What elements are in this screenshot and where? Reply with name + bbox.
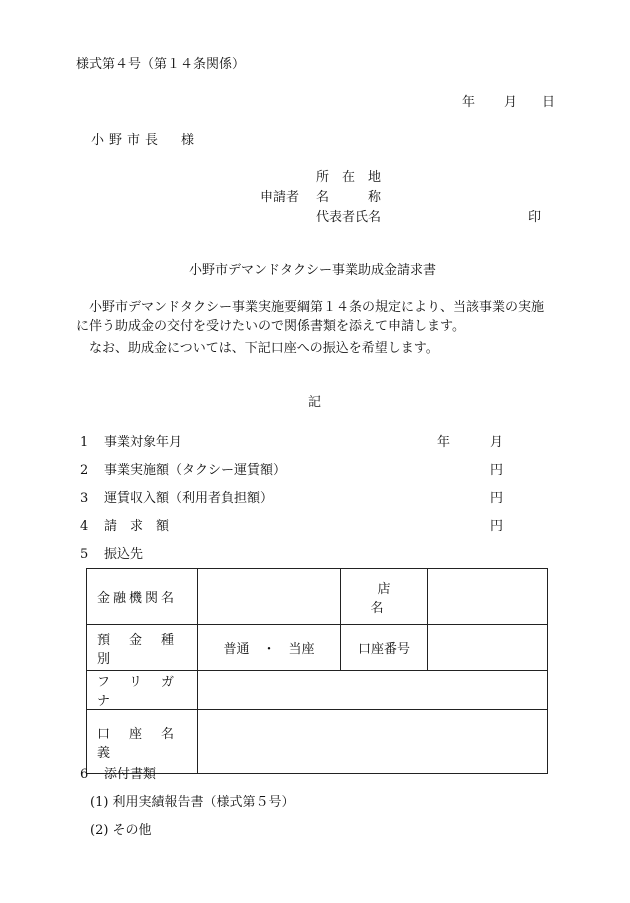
bank-account-table [86, 568, 548, 774]
name-label: 名 称 [316, 190, 382, 205]
bank-name-field[interactable] [198, 569, 341, 625]
form-number: 様式第４号（第１４条関係） [76, 57, 246, 72]
date-day: 日 [542, 95, 556, 110]
attachments-number: 6 [80, 767, 89, 782]
furigana-label: フ リ ガ ナ [87, 671, 198, 710]
item-claim-amount: 請 求 額 [104, 519, 170, 534]
account-number-field[interactable] [428, 625, 548, 671]
representative-label: 代表者氏名 [316, 210, 382, 225]
document-title: 小野市デマンドタクシー事業助成金請求書 [189, 263, 437, 278]
item-target-month: 事業対象年月 [104, 435, 183, 450]
unit-year: 年 [437, 435, 451, 450]
attachments-label: 添付書類 [104, 767, 157, 782]
item-number: 3 [80, 491, 89, 506]
ki-heading: 記 [308, 395, 322, 410]
addressee: 小野市長 様 [91, 133, 200, 148]
branch-field[interactable] [428, 569, 548, 625]
attachment-item: (1) 利用実績報告書（様式第５号） [90, 795, 295, 810]
item-number: 1 [80, 435, 89, 450]
unit-month: 月 [490, 435, 504, 450]
account-number-label: 口座番号 [341, 625, 428, 671]
bank-name-label: 金融機関名 [87, 569, 198, 625]
deposit-type-label: 預 金 種 別 [87, 625, 198, 671]
item-number: 4 [80, 519, 89, 534]
date-month: 月 [504, 95, 518, 110]
deposit-type-options[interactable]: 普通 ・ 当座 [198, 625, 341, 671]
body-paragraph-1: 小野市デマンドタクシー事業実施要綱第１４条の規定により、当該事業の実施に伴う助成金の交付を受けたいので関係書類を添えて申請します。 [76, 300, 545, 334]
item-fare-income: 運賃収入額（利用者負担額） [104, 491, 274, 506]
date-year: 年 [462, 95, 476, 110]
unit-yen: 円 [490, 463, 504, 478]
attachment-item: (2) その他 [90, 823, 152, 838]
unit-yen: 円 [490, 519, 504, 534]
body-paragraph-2: なお、助成金については、下記口座への振込を希望します。 [89, 341, 439, 356]
item-fare-total: 事業実施額（タクシー運賃額） [104, 463, 287, 478]
account-holder-field[interactable] [198, 710, 548, 774]
item-number: 5 [80, 547, 89, 562]
address-label: 所 在 地 [316, 170, 382, 185]
furigana-field[interactable] [198, 671, 548, 710]
account-holder-label: 口 座 名 義 [87, 710, 198, 774]
item-number: 2 [80, 463, 89, 478]
unit-yen: 円 [490, 491, 504, 506]
item-transfer-destination: 振込先 [104, 547, 144, 562]
branch-label: 店 名 [341, 569, 428, 625]
applicant-label: 申請者 [260, 190, 300, 205]
seal-mark: 印 [528, 210, 542, 225]
